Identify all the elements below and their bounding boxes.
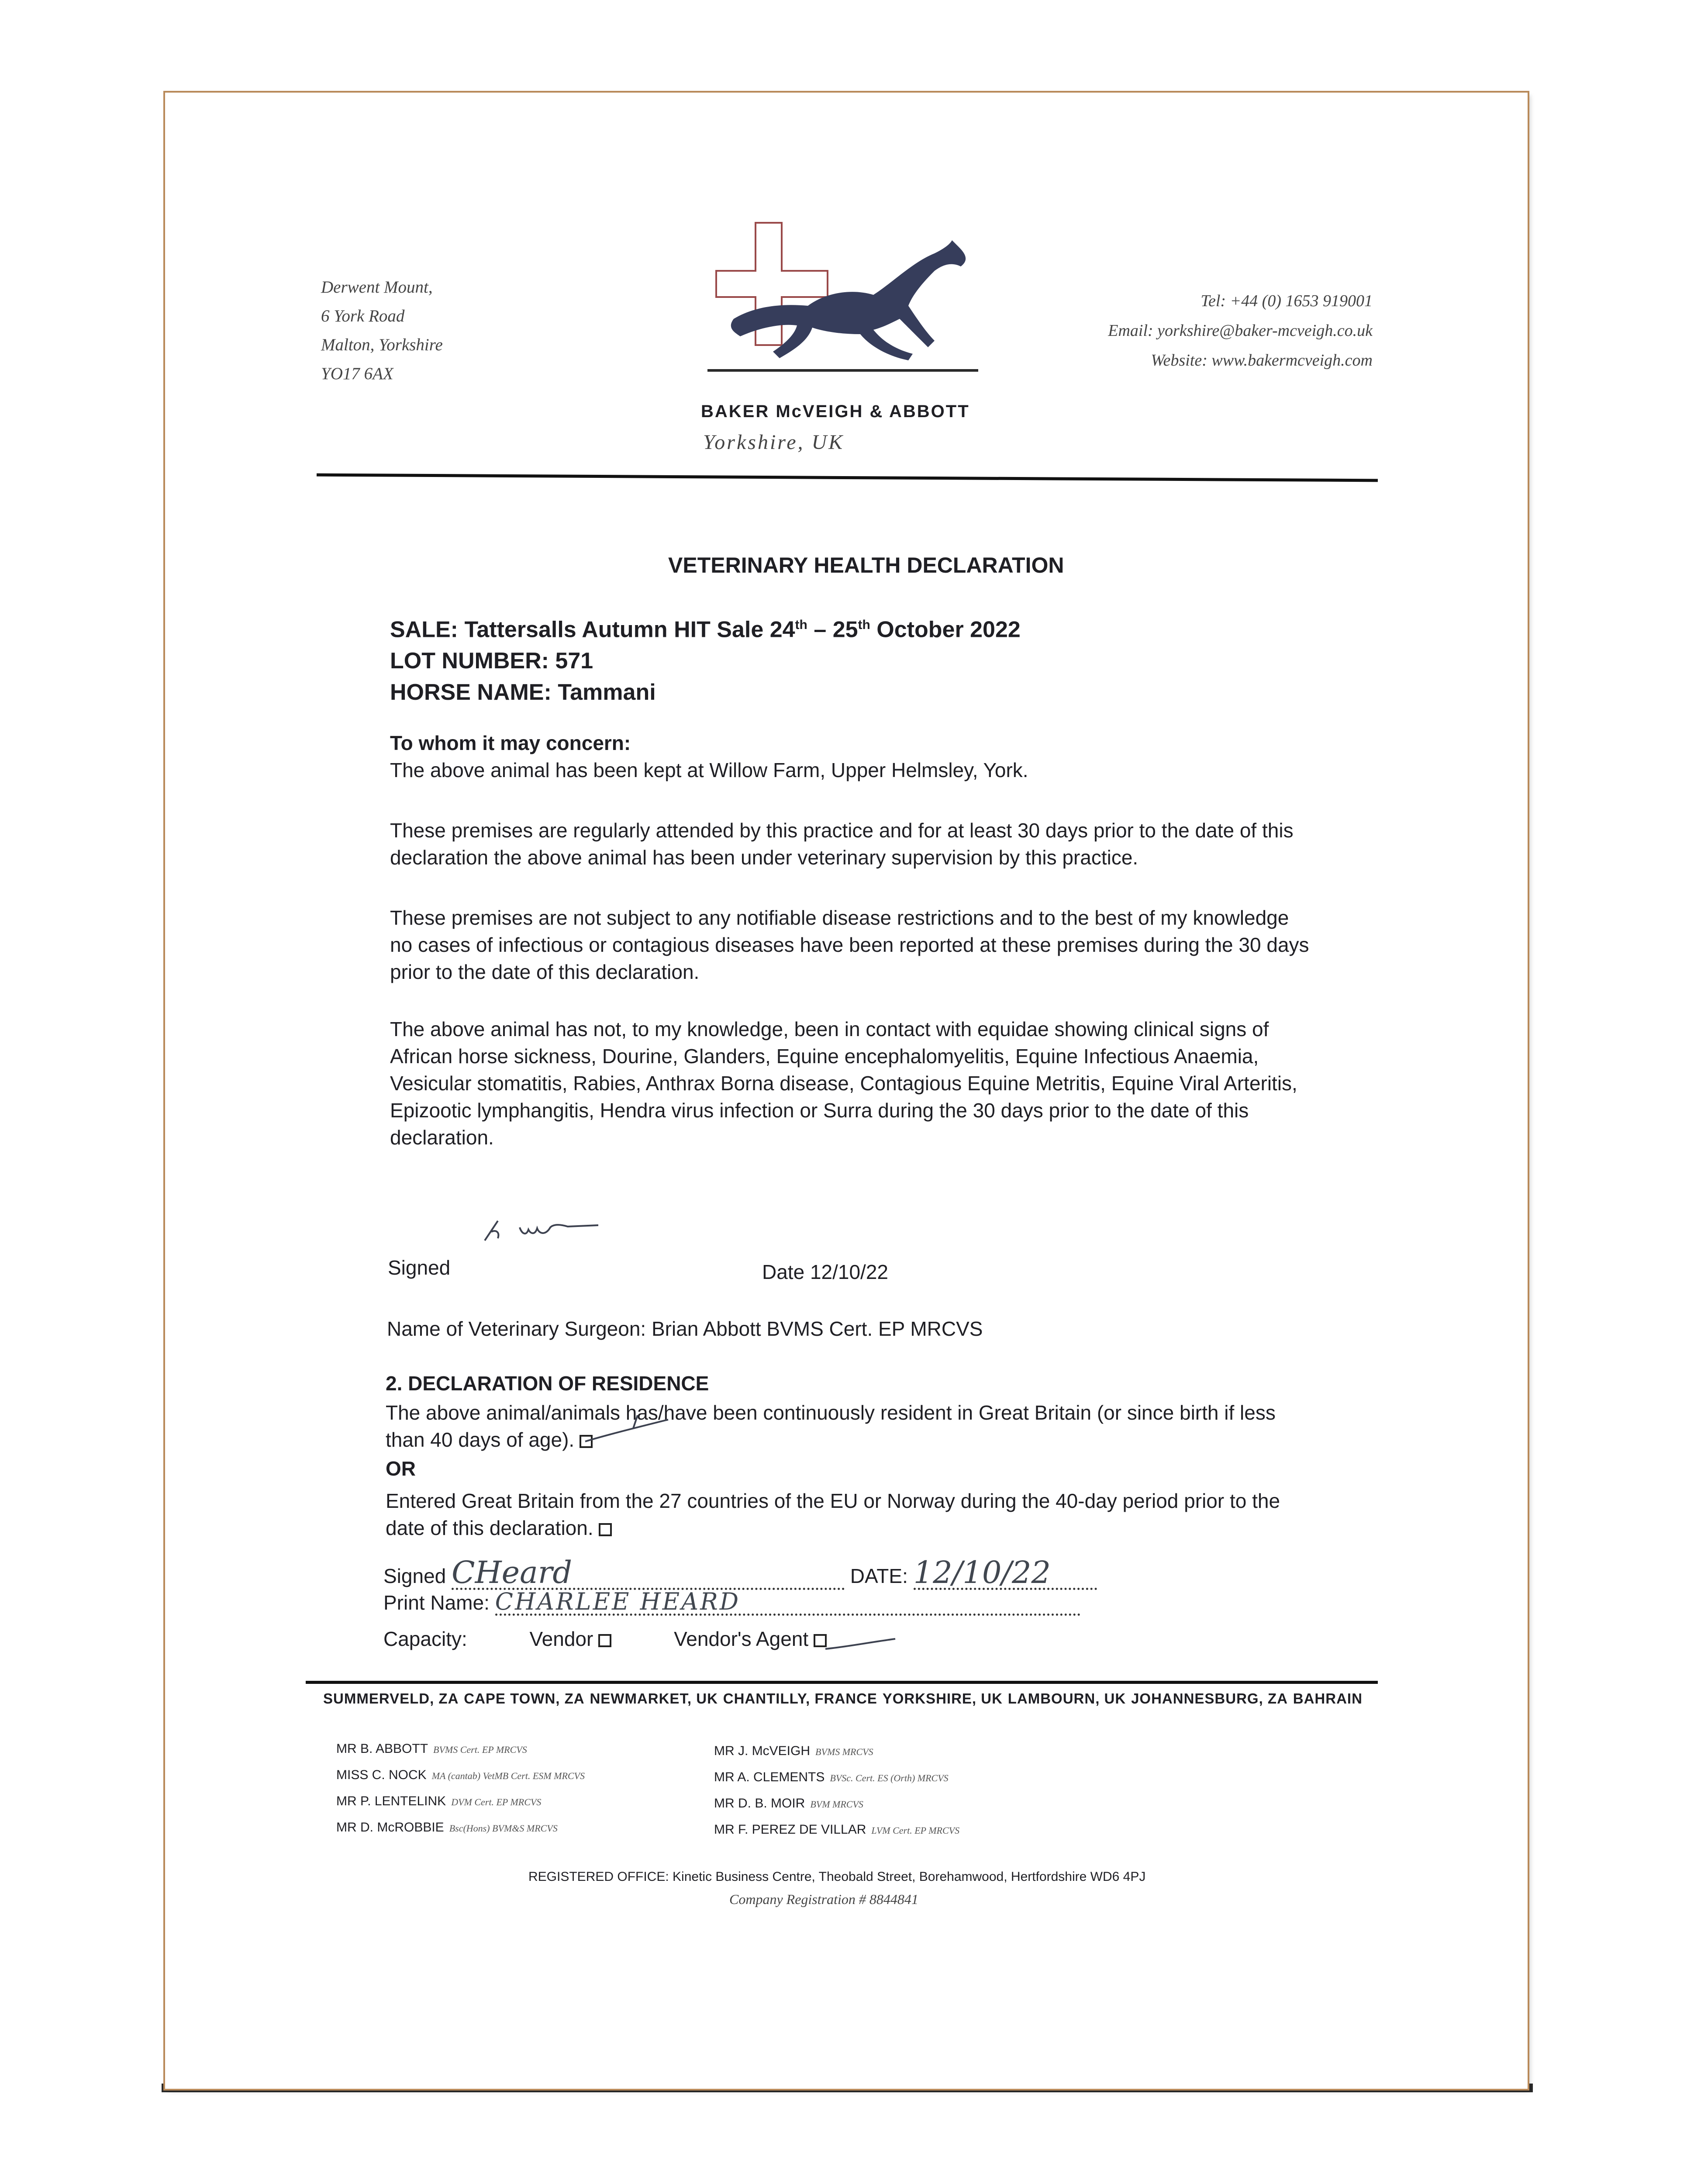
staff-name: MR D. B. MOIR	[714, 1796, 805, 1811]
print-name-label: Print Name:	[383, 1591, 490, 1614]
city-item: LAMBOURN, UK	[1007, 1690, 1126, 1707]
paragraph-restrictions: These premises are not subject to any notifiable disease restrictions and to the best of my knowledge no cases of infectious or contagious diseases have been reported at these premises during the 30 days prior to the date of this declaration.	[390, 906, 1309, 983]
city-item: BAHRAIN	[1293, 1690, 1363, 1707]
city-item: CHANTILLY, FRANCE	[723, 1690, 877, 1707]
staff-quals: MA (cantab) VetMB Cert. ESM MRCVS	[431, 1770, 585, 1781]
staff-list-right	[714, 1738, 959, 1843]
firm-name: BAKER McVEIGH & ABBOTT	[701, 402, 970, 421]
paragraph-premises: The above animal has been kept at Willow Farm, Upper Helmsley, York.	[390, 759, 1028, 781]
print-name-row	[383, 1590, 1117, 1616]
sale-text-mid: – 25	[807, 617, 858, 643]
office-locations	[323, 1690, 1363, 1707]
vet-name: Name of Veterinary Surgeon: Brian Abbott BVMS Cert. EP MRCVS	[387, 1317, 983, 1340]
residence-date-label: DATE:	[850, 1565, 908, 1587]
website-line: Website: www.bakermcveigh.com	[1151, 351, 1373, 370]
paragraph-disease-contact: The above animal has not, to my knowledge, been in contact with equidae showing clinical signs of African horse sickness, Dourine, Glanders, Equine encephalomyelitis, Equine Infectious Anaemia, Vesicular stomatitis, Rabies, Anthrax Borna disease, Contagious Equine Metritis, Equine Viral Arteritis, Epizootic lymphangitis, Hendra virus infection or Surra during the 30 days prior to the date of this declaration.	[390, 1018, 1297, 1149]
address-line: YO17 6AX	[321, 364, 393, 383]
residence-heading: 2. DECLARATION OF RESIDENCE	[386, 1372, 709, 1395]
company-registration: Company Registration # 8844841	[729, 1891, 918, 1907]
vendor-checkbox[interactable]	[598, 1634, 611, 1647]
staff-item	[336, 1762, 585, 1789]
staff-quals: BVMS Cert. EP MRCVS	[433, 1744, 527, 1755]
document-title: VETERINARY HEALTH DECLARATION	[668, 553, 1064, 577]
sale-sup-b: th	[858, 618, 870, 632]
practice-address	[321, 273, 443, 388]
option-1-text: The above animal/animals has/have been continuously resident in Great Britain (or since birth if less than 40 days of age).	[386, 1401, 1276, 1451]
vendor-label: Vendor	[529, 1628, 593, 1650]
staff-item	[714, 1738, 959, 1765]
email-line: Email: yorkshire@baker-mcveigh.co.uk	[1108, 321, 1373, 340]
staff-name: MR D. McROBBIE	[336, 1820, 444, 1835]
staff-name: MR A. CLEMENTS	[714, 1770, 825, 1784]
residence-date-value[interactable]: 12/10/22	[914, 1557, 1097, 1590]
staff-item	[714, 1765, 959, 1791]
sale-text-end: October 2022	[870, 617, 1021, 643]
capacity-row	[383, 1627, 1038, 1651]
residence-signed-row	[383, 1557, 1117, 1590]
registered-office: REGISTERED OFFICE: Kinetic Business Centre, Theobald Street, Borehamwood, Hertfordshire WD6 4PJ	[528, 1870, 1146, 1884]
staff-item	[714, 1791, 959, 1817]
staff-item	[336, 1736, 585, 1762]
salutation: To whom it may concern:	[390, 732, 631, 754]
staff-item	[336, 1815, 585, 1841]
option-2-text: Entered Great Britain from the 27 countries of the EU or Norway during the 40-day period prior to the date of this declaration.	[386, 1489, 1280, 1539]
cross-and-galloping-horse-logo	[707, 218, 978, 389]
paragraph-supervision: These premises are regularly attended by this practice and for at least 30 days prior to the date of this declaration the above animal has been under veterinary supervision by this practice.	[390, 819, 1294, 869]
address-line: Derwent Mount,	[321, 278, 433, 297]
staff-quals: BVM MRCVS	[810, 1799, 863, 1810]
staff-quals: BVMS MRCVS	[815, 1746, 873, 1757]
print-name-value[interactable]: CHARLEE HEARD	[495, 1590, 1080, 1616]
footer-rule	[306, 1681, 1378, 1684]
signed-label: Signed	[388, 1256, 451, 1279]
staff-name: MR P. LENTELINK	[336, 1794, 446, 1808]
city-item: YORKSHIRE, UK	[882, 1690, 1003, 1707]
or-label: OR	[386, 1457, 416, 1480]
horse-name: HORSE NAME: Tammani	[390, 680, 656, 705]
staff-name: MR J. McVEIGH	[714, 1744, 811, 1758]
city-item: JOHANNESBURG, ZA	[1131, 1690, 1288, 1707]
staff-name: MR B. ABBOTT	[336, 1742, 428, 1756]
contact-details	[1108, 286, 1373, 375]
residence-signed-label: Signed	[383, 1565, 446, 1587]
sale-sup-a: th	[795, 618, 807, 632]
staff-quals: BVSc. Cert. ES (Orth) MRCVS	[830, 1773, 949, 1783]
vet-signature	[480, 1206, 629, 1249]
city-item: CAPE TOWN, ZA	[464, 1690, 585, 1707]
city-item: SUMMERVELD, ZA	[323, 1690, 459, 1707]
option-2-checkbox[interactable]	[599, 1523, 612, 1536]
address-line: 6 York Road	[321, 307, 405, 325]
residence-option-1	[386, 1399, 1311, 1453]
staff-item	[336, 1789, 585, 1815]
staff-quals: DVM Cert. EP MRCVS	[451, 1797, 542, 1807]
handwritten-tick-mark	[581, 1411, 694, 1455]
staff-quals: LVM Cert. EP MRCVS	[871, 1825, 960, 1836]
staff-list-left	[336, 1736, 585, 1841]
lot-number: LOT NUMBER: 571	[390, 648, 593, 674]
phone-line: Tel: +44 (0) 1653 919001	[1201, 292, 1373, 310]
residence-signature[interactable]: CHeard	[452, 1557, 845, 1590]
address-line: Malton, Yorkshire	[321, 335, 443, 354]
capacity-label: Capacity:	[383, 1628, 467, 1650]
sale-line	[390, 609, 1021, 645]
city-item: NEWMARKET, UK	[590, 1690, 718, 1707]
agent-label: Vendor's Agent	[674, 1628, 809, 1650]
sale-text: SALE: Tattersalls Autumn HIT Sale 24	[390, 617, 795, 643]
firm-location: Yorkshire, UK	[703, 431, 845, 454]
staff-name: MR F. PEREZ DE VILLAR	[714, 1822, 866, 1837]
declaration-date: Date 12/10/22	[762, 1261, 889, 1283]
staff-name: MISS C. NOCK	[336, 1768, 427, 1782]
residence-option-2	[386, 1487, 1311, 1541]
staff-quals: Bsc(Hons) BVM&S MRCVS	[449, 1823, 558, 1834]
staff-item	[714, 1817, 959, 1843]
sale-details	[390, 609, 1021, 708]
agent-check-mark	[821, 1629, 900, 1655]
